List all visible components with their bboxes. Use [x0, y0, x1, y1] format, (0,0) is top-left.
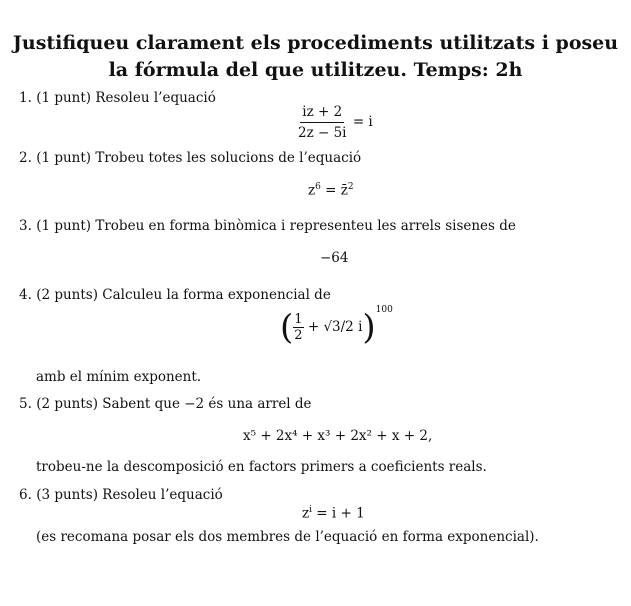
- problem-number: 3.: [19, 218, 32, 234]
- equation-5: x⁵ + 2x⁴ + x³ + 2x² + x + 2,: [243, 428, 433, 444]
- fraction: [296, 104, 349, 141]
- problem-5-note: trobeu-ne la descomposició en factors primers a coeficients reals.: [36, 459, 487, 475]
- equation-1: [296, 104, 373, 141]
- fraction: $\frac{1}{2}$: [294, 312, 303, 343]
- numerator: iz + 2: [300, 104, 344, 123]
- denominator: 2z − 5i: [298, 125, 347, 141]
- problem-4: [19, 287, 331, 303]
- rhs: = i: [352, 114, 373, 130]
- problem-text: (2 punts) Calculeu la forma exponencial de: [36, 287, 331, 303]
- equation-4: ( $\frac{1}{2}$ + √3/2 i)$^{100}$: [280, 304, 393, 348]
- problem-text: (1 punt) Trobeu totes les solucions de l’equació: [36, 150, 362, 166]
- problem-number: 2.: [19, 150, 32, 166]
- document-title: Justifiqueu clarament els procediments utilitzats i poseu la fórmula del que utilitzeu. Temps: 2h: [12, 32, 619, 81]
- problem-number: 1.: [19, 90, 32, 106]
- problem-3: [19, 218, 516, 234]
- problem-text: (1 punt) Trobeu en forma binòmica i representeu les arrels sisenes de: [36, 218, 516, 234]
- problem-text: (2 punts) Sabent que −2 és una arrel de: [36, 396, 312, 412]
- problem-6-note: (es recomana posar els dos membres de l’equació en forma exponencial).: [36, 529, 539, 545]
- problem-text: (1 punt) Resoleu l’equació: [36, 90, 216, 106]
- problem-6: [19, 487, 223, 503]
- problem-number: 6.: [19, 487, 32, 503]
- problem-number: 4.: [19, 287, 32, 303]
- equation-2: $z^6$ = z̄$^2$: [308, 182, 354, 199]
- problem-2: [19, 150, 361, 166]
- problem-text: (3 punts) Resoleu l’equació: [36, 487, 223, 503]
- equation-6: $z^i = i + 1$: [302, 505, 365, 522]
- problem-4-note: amb el mínim exponent.: [36, 369, 202, 385]
- equation-3: −64: [320, 250, 349, 266]
- problem-number: 5.: [19, 396, 32, 412]
- problem-1: [19, 90, 216, 106]
- problem-5: [19, 396, 312, 412]
